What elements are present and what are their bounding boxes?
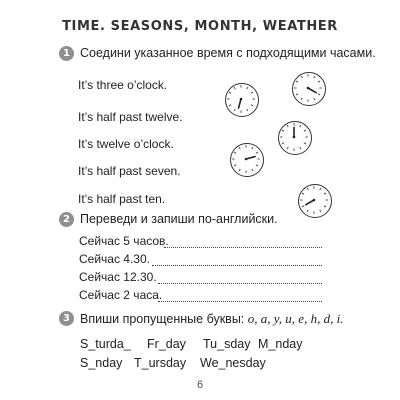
clock-icon [225,83,259,117]
exercise-3-number: 3 [59,311,74,326]
clock-icon [230,143,264,177]
page-number: 6 [196,379,204,391]
word-blank: Fr_day [147,337,186,351]
translation-row [79,270,329,284]
translation-prompt: Сейчас 2 часа. [79,288,163,302]
translation-prompt: Сейчас 12.30. [79,270,157,284]
translation-prompt: Сейчас 4.30. [79,252,150,266]
exercise-1-number: 1 [59,46,74,61]
answer-line[interactable] [158,301,322,302]
answer-line[interactable] [158,283,322,284]
word-blank: Tu_sday [203,337,251,351]
exercise-1-instruction: Соедини указанное время с подходящими часами. [80,46,376,60]
instruction-text: Впиши пропущенные буквы: [80,312,248,326]
translation-row [79,288,329,302]
page-title: TIME. SEASONS, MONTH, WEATHER [62,19,338,34]
translation-row [79,234,329,248]
exercise-2-number: 2 [59,212,74,227]
translation-row [79,252,329,266]
clock-icon [292,72,326,106]
word-blank: M_nday [258,337,303,351]
word-blank: S_turda_ [80,337,131,351]
word-blank: S_nday [80,356,123,370]
word-blank: We_nesday [200,356,266,370]
word-blank: T_ursday [134,356,187,370]
sentence-4: It’s half past seven. [78,164,181,178]
answer-line[interactable] [152,265,322,266]
letters-list: o, a, y, u, e, h, d, i. [247,311,344,326]
exercise-2-instruction: Переведи и запиши по-английски. [80,212,278,226]
clock-icon [298,184,332,218]
sentence-5: It’s half past ten. [78,192,166,206]
sentence-2: It’s half past twelve. [78,110,183,124]
answer-line[interactable] [164,247,322,248]
sentence-3: It’s twelve o’clock. [78,137,174,151]
translation-prompt: Сейчас 5 часов. [79,234,169,248]
exercise-3-instruction [80,311,343,327]
sentence-1: It’s three o’clock. [78,78,168,92]
clock-icon [278,121,312,155]
